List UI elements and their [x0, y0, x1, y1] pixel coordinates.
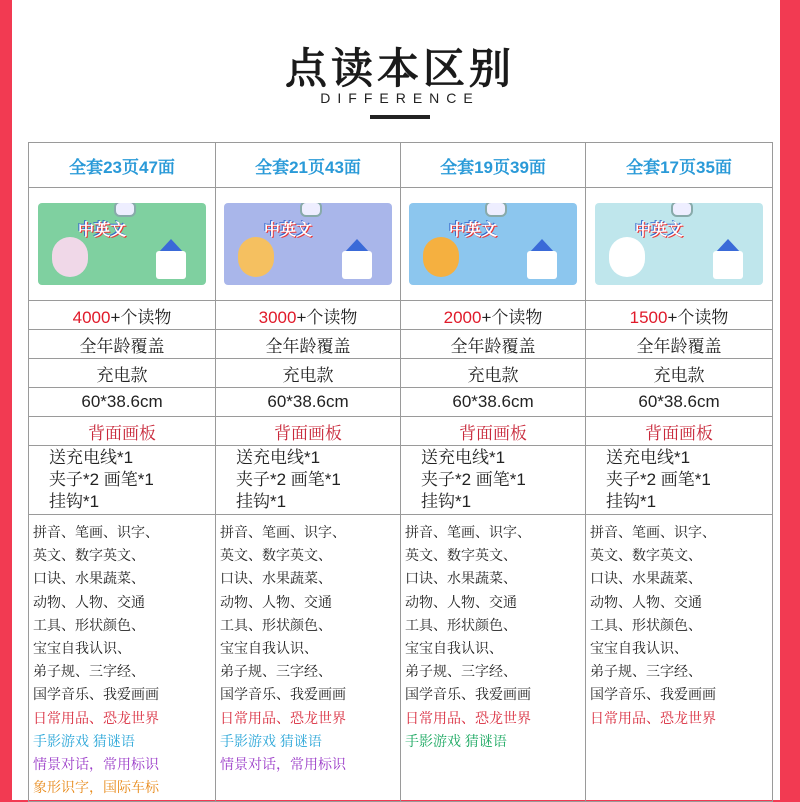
feature-line: 宝宝自我认识、 [405, 640, 503, 657]
accessories-cell [29, 446, 216, 515]
accessory-line: 夹子*2 画笔*1 [421, 470, 526, 489]
accessories-cell [401, 446, 586, 515]
feature-line: 工具、形状颜色、 [405, 616, 517, 633]
accessory-line: 送充电线*1 [236, 448, 321, 467]
product-image: 中英文 [595, 203, 763, 285]
accessory-line: 送充电线*1 [421, 448, 506, 467]
size-cell: 60*38.6cm [401, 388, 586, 417]
readers-cell [216, 301, 401, 330]
readers-row [29, 301, 773, 330]
comparison-table [28, 142, 773, 802]
feature-line: 动物、人物、交通 [590, 593, 702, 610]
feature-line-orange: 象形识字，国际车标 [33, 779, 159, 796]
feature-line: 国学音乐、我爱画画 [405, 686, 531, 703]
features-cell [401, 515, 586, 802]
feature-line-red: 日常用品、恐龙世界 [33, 709, 159, 726]
feature-line-blue: 手影游戏 猜谜语 [33, 732, 135, 749]
feature-line: 弟子规、三字经、 [33, 663, 145, 680]
size-cell: 60*38.6cm [586, 388, 773, 417]
readers-suffix: +个读物 [296, 307, 358, 327]
readers-cell [401, 301, 586, 330]
feature-line: 拼音、笔画、识字、 [405, 524, 531, 540]
product-image-cell [586, 188, 773, 301]
feature-line-purple: 情景对话，常用标识 [220, 756, 346, 773]
page-subtitle: DIFFERENCE [320, 90, 480, 106]
product-image: 中英文 [224, 203, 392, 285]
features-row [29, 515, 773, 802]
feature-line: 国学音乐、我爱画画 [220, 686, 346, 703]
pages-cell: 全套19页39面 [401, 143, 586, 188]
back-board-cell: 背面画板 [216, 417, 401, 446]
readers-cell [586, 301, 773, 330]
feature-line: 英文、数字英文、 [220, 547, 332, 564]
features-cell [586, 515, 773, 802]
feature-line-green: 手影游戏 猜谜语 [405, 732, 507, 749]
accessory-line: 夹子*2 画笔*1 [49, 470, 154, 489]
feature-line-blue: 手影游戏 猜谜语 [220, 732, 322, 749]
feature-line: 拼音、笔画、识字、 [33, 524, 159, 540]
product-image-cell [29, 188, 216, 301]
accessory-line: 挂钩*1 [236, 492, 287, 511]
age-cell: 全年龄覆盖 [586, 330, 773, 359]
feature-line: 国学音乐、我爱画画 [590, 686, 716, 703]
product-image-cell [216, 188, 401, 301]
size-row [29, 388, 773, 417]
features-cell [216, 515, 401, 802]
feature-line: 英文、数字英文、 [33, 547, 145, 564]
readers-count: 1500 [629, 307, 668, 327]
accessories-row [29, 446, 773, 515]
feature-line: 宝宝自我认识、 [590, 640, 688, 657]
readers-suffix: +个读物 [481, 307, 543, 327]
feature-line: 工具、形状颜色、 [33, 616, 145, 633]
feature-line-red: 日常用品、恐龙世界 [405, 709, 531, 726]
readers-suffix: +个读物 [667, 307, 729, 327]
readers-count: 2000 [443, 307, 482, 327]
feature-line: 弟子规、三字经、 [590, 663, 702, 680]
readers-suffix: +个读物 [110, 307, 172, 327]
page-title: 点读本区别 [284, 44, 515, 93]
feature-line: 动物、人物、交通 [220, 593, 332, 610]
feature-line-purple: 情景对话，常用标识 [33, 756, 159, 773]
feature-line-red: 日常用品、恐龙世界 [220, 709, 346, 726]
feature-line: 弟子规、三字经、 [220, 663, 332, 680]
size-cell: 60*38.6cm [29, 388, 216, 417]
accessory-line: 挂钩*1 [606, 492, 657, 511]
age-cell: 全年龄覆盖 [401, 330, 586, 359]
feature-line-red: 日常用品、恐龙世界 [590, 709, 716, 726]
feature-line: 宝宝自我认识、 [220, 640, 318, 657]
accessory-line: 送充电线*1 [49, 448, 134, 467]
back-board-cell: 背面画板 [29, 417, 216, 446]
feature-line: 动物、人物、交通 [405, 593, 517, 610]
feature-line: 拼音、笔画、识字、 [220, 524, 346, 540]
feature-line: 拼音、笔画、识字、 [590, 524, 716, 540]
pages-row [29, 143, 773, 188]
features-cell [29, 515, 216, 802]
pages-cell: 全套23页47面 [29, 143, 216, 188]
age-row [29, 330, 773, 359]
product-image: 中英文 [38, 203, 206, 285]
back-board-cell: 背面画板 [586, 417, 773, 446]
feature-line: 宝宝自我认识、 [33, 640, 131, 657]
feature-line: 弟子规、三字经、 [405, 663, 517, 680]
title-divider [370, 115, 430, 119]
feature-line: 工具、形状颜色、 [590, 616, 702, 633]
power-row [29, 359, 773, 388]
accessory-line: 送充电线*1 [606, 448, 691, 467]
power-cell: 充电款 [401, 359, 586, 388]
product-image: 中英文 [409, 203, 577, 285]
accessories-cell [216, 446, 401, 515]
accessory-line: 挂钩*1 [421, 492, 472, 511]
feature-line: 国学音乐、我爱画画 [33, 686, 159, 703]
feature-line: 口诀、水果蔬菜、 [405, 570, 517, 587]
power-cell: 充电款 [586, 359, 773, 388]
power-cell: 充电款 [216, 359, 401, 388]
feature-line: 口诀、水果蔬菜、 [220, 570, 332, 587]
age-cell: 全年龄覆盖 [29, 330, 216, 359]
back-board-row [29, 417, 773, 446]
power-cell: 充电款 [29, 359, 216, 388]
pages-cell: 全套17页35面 [586, 143, 773, 188]
accessories-cell [586, 446, 773, 515]
feature-line: 口诀、水果蔬菜、 [590, 570, 702, 587]
product-image-row [29, 188, 773, 301]
feature-line: 英文、数字英文、 [405, 547, 517, 564]
accessory-line: 挂钩*1 [49, 492, 100, 511]
size-cell: 60*38.6cm [216, 388, 401, 417]
accessory-line: 夹子*2 画笔*1 [236, 470, 341, 489]
feature-line: 动物、人物、交通 [33, 593, 145, 610]
pages-cell: 全套21页43面 [216, 143, 401, 188]
age-cell: 全年龄覆盖 [216, 330, 401, 359]
readers-count: 3000 [258, 307, 297, 327]
feature-line: 工具、形状颜色、 [220, 616, 332, 633]
accessory-line: 夹子*2 画笔*1 [606, 470, 711, 489]
product-image-cell [401, 188, 586, 301]
readers-cell [29, 301, 216, 330]
feature-line: 英文、数字英文、 [590, 547, 702, 564]
readers-count: 4000 [72, 307, 111, 327]
feature-line: 口诀、水果蔬菜、 [33, 570, 145, 587]
back-board-cell: 背面画板 [401, 417, 586, 446]
